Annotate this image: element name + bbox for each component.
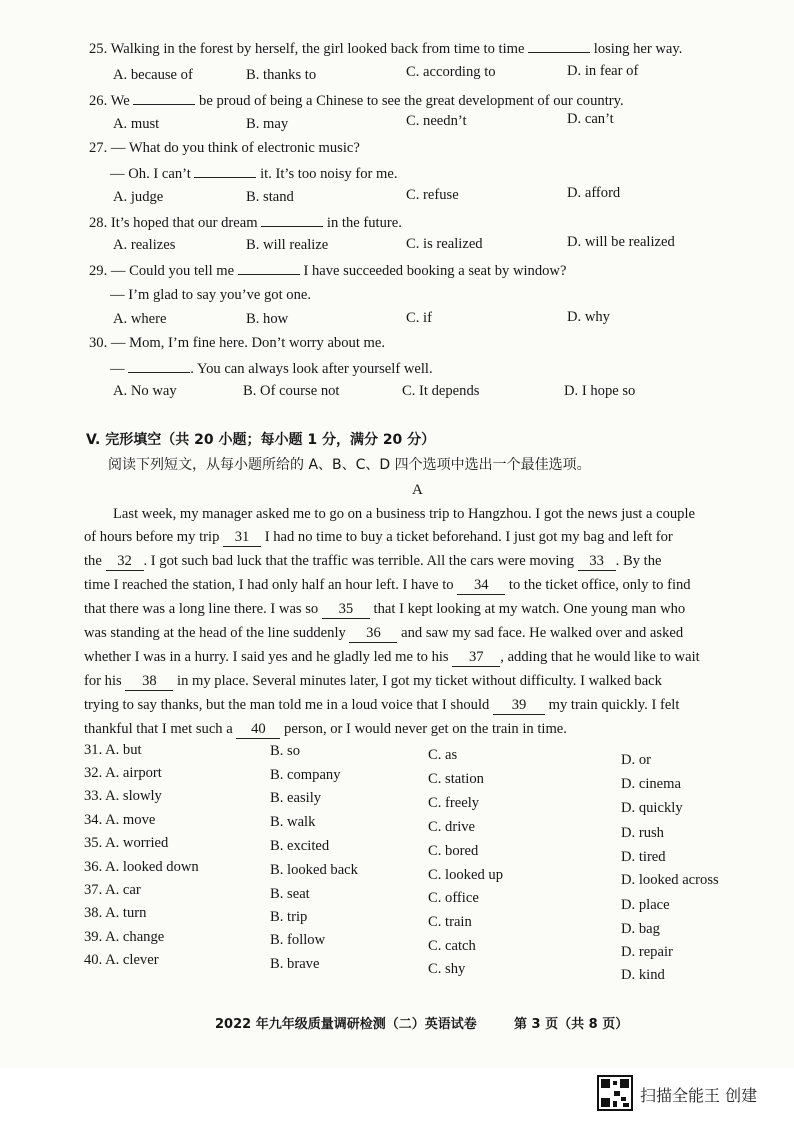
q36-option-c: C. looked up	[428, 867, 503, 883]
q40-option-b: B. brave	[270, 956, 320, 972]
question-26-stem: 26. We be proud of being a Chinese to see the great development of our country.	[89, 90, 624, 110]
q31-option-b: B. so	[270, 743, 301, 759]
q37-option-d: D. place	[621, 897, 670, 913]
q25-option-d: D. in fear of	[567, 63, 639, 79]
q28-option-c: C. is realized	[406, 236, 483, 252]
passage-line-7: whether I was in a hurry. I said yes and he gladly led me to his 37 , adding that he would like to wait	[84, 649, 700, 665]
q32-option-c: C. station	[428, 771, 484, 787]
q28-option-a: A. realizes	[113, 237, 176, 253]
passage-line-1: Last week, my manager asked me to go on a business trip to Hangzhou. I got the news just a couple	[113, 506, 695, 522]
q36-option-a: 36. A. looked down	[84, 859, 199, 875]
q31-option-d: D. or	[621, 752, 651, 768]
question-29-line2: — I’m glad to say you’ve got one.	[110, 287, 312, 303]
q37-option-c: C. office	[428, 890, 479, 906]
question-27-stem: — Oh. I can’t it. It’s too noisy for me.	[110, 163, 398, 183]
q34-option-b: B. walk	[270, 814, 316, 830]
blank-33: 33	[578, 552, 616, 571]
q30-option-a: A. No way	[113, 383, 177, 399]
passage-line-4: time I reached the station, I had only half an hour left. I have to 34 to the ticket office, only to find	[84, 577, 691, 593]
q27-option-d: D. afford	[567, 185, 621, 201]
question-28-stem: 28. It’s hoped that our dream in the future.	[89, 212, 402, 232]
q28-option-b: B. will realize	[246, 237, 329, 253]
q25-option-c: C. according to	[406, 64, 496, 80]
q27-option-b: B. stand	[246, 189, 294, 205]
q32-option-b: B. company	[270, 767, 341, 783]
q34-option-a: 34. A. move	[84, 812, 156, 828]
section-instruction: 阅读下列短文，从每小题所给的 A、B、C、D 四个选项中选出一个最佳选项。	[108, 457, 591, 473]
blank-40: 40	[236, 720, 280, 739]
scanner-watermark: 扫描全能王 创建	[640, 1086, 758, 1105]
question-30-stem: — . You can always look after yourself well.	[110, 358, 433, 378]
blank-31: 31	[223, 528, 261, 547]
passage-line-8: for his 38 in my place. Several minutes later, I got my ticket without difficulty. I walked back	[84, 673, 662, 689]
passage-line-3: the 32 . I got such bad luck that the traffic was terrible. All the cars were moving 33 . By the	[84, 553, 662, 569]
q33-option-a: 33. A. slowly	[84, 788, 162, 804]
q38-option-d: D. bag	[621, 921, 660, 937]
q30-option-c: C. It depends	[402, 383, 480, 399]
q29-option-b: B. how	[246, 311, 289, 327]
question-29-stem: 29. — Could you tell me I have succeeded booking a seat by window?	[89, 260, 566, 280]
q35-option-c: C. bored	[428, 843, 479, 859]
question-25-stem: 25. Walking in the forest by herself, the girl looked back from time to time losing her way.	[89, 38, 682, 58]
q31-option-a: 31. A. but	[84, 742, 142, 758]
q39-option-d: D. repair	[621, 944, 673, 960]
q38-option-c: C. train	[428, 914, 472, 930]
passage-line-2: of hours before my trip 31 I had no time to buy a ticket beforehand. I just got my bag and left for	[84, 529, 673, 545]
qr-code-icon	[597, 1075, 633, 1111]
q27-option-c: C. refuse	[406, 187, 459, 203]
q29-option-d: D. why	[567, 309, 610, 325]
q34-option-d: D. rush	[621, 825, 664, 841]
q36-option-b: B. looked back	[270, 862, 358, 878]
blank-38: 38	[125, 672, 173, 691]
footer-title: 2022 年九年级质量调研检测（二）英语试卷	[215, 1017, 477, 1032]
q33-option-b: B. easily	[270, 790, 322, 806]
q36-option-d: D. looked across	[621, 872, 719, 888]
q31-option-c: C. as	[428, 747, 458, 763]
q26-option-d: D. can’t	[567, 111, 614, 127]
question-27-line1: 27. — What do you think of electronic music?	[89, 140, 360, 156]
q26-option-c: C. needn’t	[406, 113, 467, 129]
q29-option-a: A. where	[113, 311, 167, 327]
q26-option-a: A. must	[113, 116, 160, 132]
q39-option-a: 39. A. change	[84, 929, 165, 945]
q25-option-a: A. because of	[113, 67, 193, 83]
q29-option-c: C. if	[406, 310, 432, 326]
blank-36: 36	[349, 624, 397, 643]
q37-option-a: 37. A. car	[84, 882, 141, 898]
section-title: V. 完形填空（共 20 小题；每小题 1 分，满分 20 分）	[86, 432, 436, 448]
q26-option-b: B. may	[246, 116, 289, 132]
q39-option-b: B. follow	[270, 932, 326, 948]
passage-line-9: trying to say thanks, but the man told me in a loud voice that I should 39 my train quickly. I felt	[84, 697, 680, 713]
q32-option-a: 32. A. airport	[84, 765, 162, 781]
q25-option-b: B. thanks to	[246, 67, 317, 83]
blank-39: 39	[493, 696, 545, 715]
blank-35: 35	[322, 600, 370, 619]
blank-32: 32	[106, 552, 144, 571]
passage-line-6: was standing at the head of the line suddenly 36 and saw my sad face. He walked over and asked	[84, 625, 684, 641]
q38-option-b: B. trip	[270, 909, 308, 925]
passage-label: A	[412, 482, 423, 498]
q30-option-d: D. I hope so	[564, 383, 636, 399]
q40-option-d: D. kind	[621, 967, 665, 983]
q33-option-c: C. freely	[428, 795, 480, 811]
footer-page-number: 第 3 页（共 8 页）	[514, 1017, 629, 1032]
question-30-line1: 30. — Mom, I’m fine here. Don’t worry about me.	[89, 335, 386, 351]
q40-option-c: C. shy	[428, 961, 466, 977]
q37-option-b: B. seat	[270, 886, 310, 902]
q38-option-a: 38. A. turn	[84, 905, 147, 921]
q32-option-d: D. cinema	[621, 776, 681, 792]
q33-option-d: D. quickly	[621, 800, 683, 816]
passage-line-10: thankful that I met such a 40 person, or I would never get on the train in time.	[84, 721, 567, 737]
passage-line-5: that there was a long line there. I was so 35 that I kept looking at my watch. One young man who	[84, 601, 686, 617]
blank-37: 37	[452, 648, 500, 667]
q35-option-a: 35. A. worried	[84, 835, 169, 851]
blank-34: 34	[457, 576, 505, 595]
q30-option-b: B. Of course not	[243, 383, 340, 399]
q28-option-d: D. will be realized	[567, 234, 675, 250]
q34-option-c: C. drive	[428, 819, 476, 835]
q27-option-a: A. judge	[113, 189, 164, 205]
q35-option-d: D. tired	[621, 849, 666, 865]
q35-option-b: B. excited	[270, 838, 330, 854]
q40-option-a: 40. A. clever	[84, 952, 159, 968]
q39-option-c: C. catch	[428, 938, 476, 954]
